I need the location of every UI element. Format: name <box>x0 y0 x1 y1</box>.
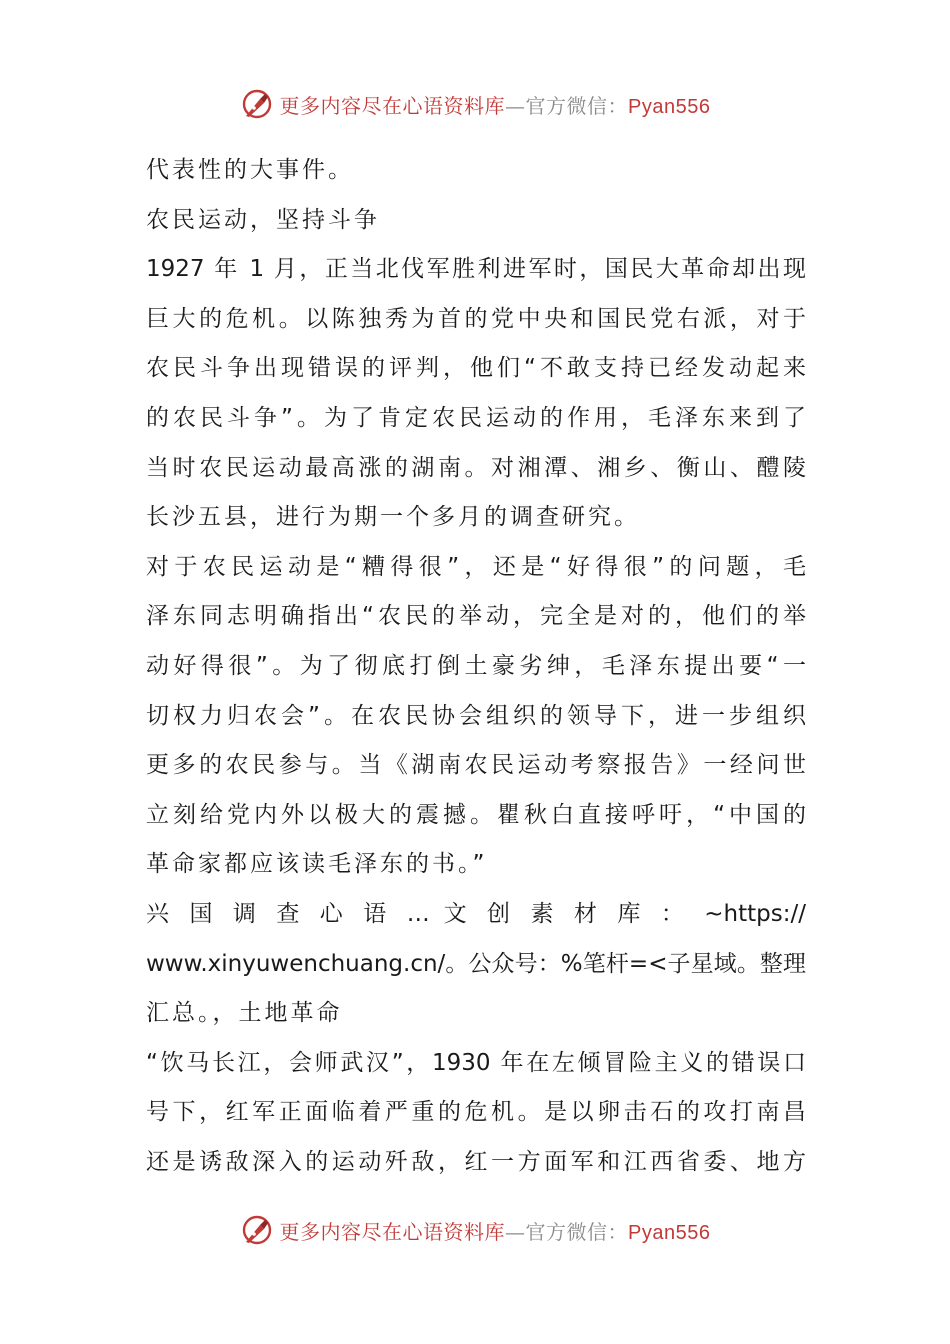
text-line: 代表性的大事件。 <box>146 157 354 183</box>
text-line: 号下，红军正面临着严重的危机。是以卵击石的攻打南昌 <box>146 1099 806 1126</box>
text-line: 动好得很”。为了彻底打倒土豪劣绅，毛泽东提出要“一 <box>146 652 806 679</box>
text-line: 巨大的危机。以陈独秀为首的党中央和国民党右派，对于 <box>146 305 806 332</box>
banner-text: 更多内容尽在心语资料库—官方微信：Pyan556 <box>279 93 711 118</box>
text-line: 立刻给党内外以极大的震撼。瞿秋白直接呼吁，“中国的 <box>146 801 806 828</box>
text-line: 泽东同志明确指出“农民的举动，完全是对的，他们的举 <box>146 603 806 630</box>
text-line: 革命家都应该读毛泽东的书。” <box>146 851 488 878</box>
footer-banner <box>0 1210 950 1250</box>
text-line: 的农民斗争”。为了肯定农民运动的作用，毛泽东来到了 <box>146 404 806 431</box>
text-line: 兴 国 调 查 心 语 … 文 创 素 材 库 ： ~https:// <box>146 900 806 927</box>
text-line: 长沙五县，进行为期一个多月的调查研究。 <box>146 504 640 531</box>
document-body <box>146 146 806 1187</box>
section-heading: 农民运动，坚持斗争 <box>146 206 380 233</box>
text-line: “饮马长江，会师武汉”，1930 年在左倾冒险主义的错误口 <box>146 1049 806 1076</box>
pen-nib-logo-icon <box>240 87 274 121</box>
text-line: 对于农民运动是“糟得很”，还是“好得很”的问题，毛 <box>146 553 806 580</box>
text-line: 还是诱敌深入的运动歼敌，红一方面军和江西省委、地方 <box>146 1148 806 1175</box>
text-line: 1927 年 1 月，正当北伐军胜利进军时，国民大革命却出现 <box>146 256 806 283</box>
text-line: 切权力归农会”。在农民协会组织的领导下，进一步组织 <box>146 702 806 729</box>
text-line: 当时农民运动最高涨的湖南。对湘潭、湘乡、衡山、醴陵 <box>146 454 806 481</box>
text-line: 农民斗争出现错误的评判，他们“不敢支持已经发动起来 <box>146 355 806 382</box>
header-banner <box>0 84 950 124</box>
pen-nib-logo-icon <box>240 1213 274 1247</box>
banner-text: 更多内容尽在心语资料库—官方微信：Pyan556 <box>279 1219 711 1244</box>
text-line: 更多的农民参与。当《湖南农民运动考察报告》一经问世 <box>146 752 806 779</box>
text-line: www.xinyuwenchuang.cn/。公众号：%笔杆=<子星域。整理 <box>146 950 806 977</box>
text-line: 汇总。，土地革命 <box>146 1000 343 1027</box>
